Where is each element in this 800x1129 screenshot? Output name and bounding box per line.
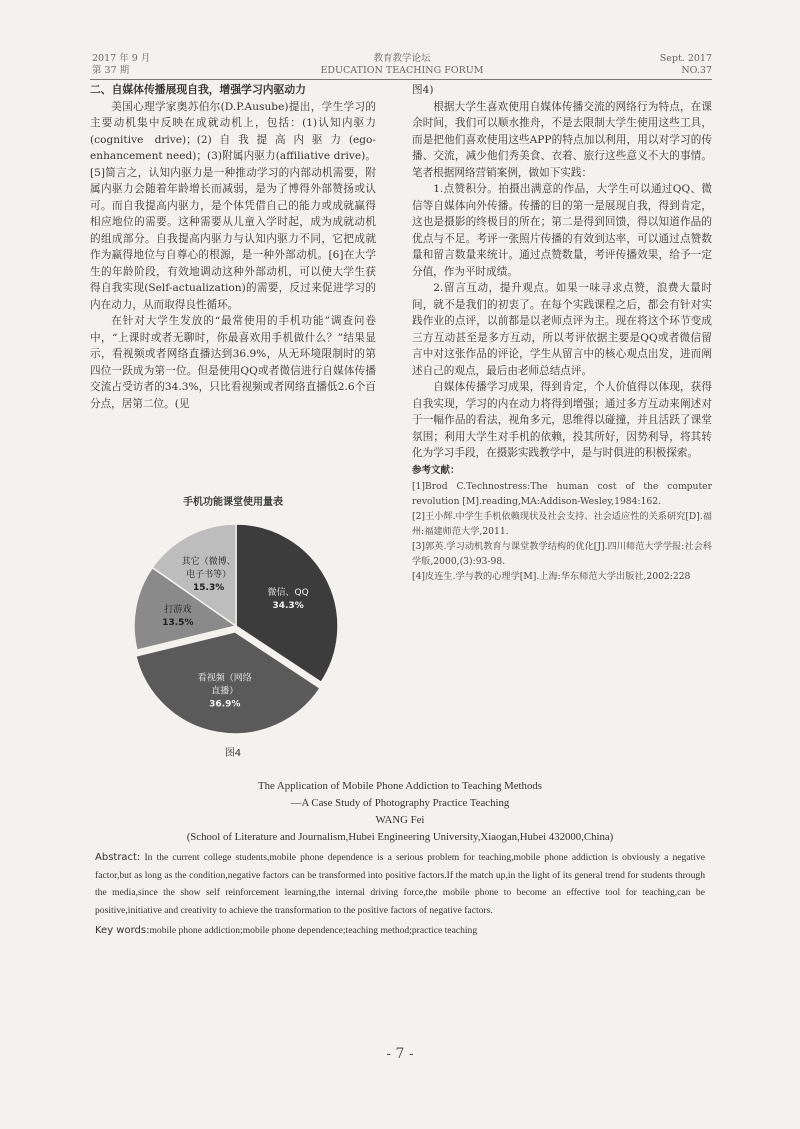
chart-title: 手机功能课堂使用量表 (183, 497, 283, 508)
abstract (95, 849, 705, 919)
paragraph-continuation: 图4) (412, 84, 434, 96)
slice-percent-label: 34.3% (272, 600, 304, 611)
figure-label: 图4 (224, 748, 242, 759)
slice-category-label: 微信、QQ (267, 587, 309, 598)
paragraph: 1.点赞积分。拍摄出满意的作品，大学生可以通过QQ、微信等自媒体向外传播。传播的目的第一是展现自我，得到肯定，这也是摄影的终极目的所在；第二是得到回馈，得以知道作品的优点与不足。考评一张照片传播的有效到达率，可以通过点赞数量和留言数量来统计。通过点赞数量，考评传播效果，给予一定分值，作为平时成绩。 (412, 183, 712, 278)
abstract-text: In the current college students,mobile phone dependence is a serious problem for teaching,mobile phone addiction is obviously a negative factor,but as long as the condition,negative factors can be transformed into positive factors.If the match up,in the light of its general trend for students through the media,since the show self reinforcement learning,the internal driving force,the mobile phone to become an effective tool for teaching,can be positive,initiative and creativity to achieve the transformation to the positive factors of negative factors. (95, 852, 705, 916)
section-heading: 二、自媒体传播展现自我，增强学习内驱动力 (90, 83, 306, 96)
reference-item: [2]王小辉.中学生手机依赖现状及社会支持、社会适应性的关系研究[D].福州:福建师范大学,2011. (412, 511, 712, 537)
paragraph: 美国心理学家奥苏伯尔(D.P.Ausube)提出，学生学习的主要动机集中反映在成就动机上，包括：(1)认知内驱力(cognitive drive)；(2)自我提高内驱力(ego-enhancement need)；(3)附属内驱力(affiliative drive)。[5]简言之，认知内驱力是一种推动学习的内部动机需要，附属内驱力会随着年龄增长而减弱，是为了博得外部赞扬或认可。而自我提高内驱力，是个体凭借自己的能力或成就赢得相应地位的需要。这种需要从儿童入学时起，成为成就动机的组成部分。自我提高内驱力与认知内驱力不同，它把成就作为赢得地位与自尊心的根源，是一种外部动机。[6]在大学生的年龄阶段，有效地调动这种外部动机，可以使大学生获得自我实现(Self-actualization)的需要，反过来促进学习的内在动力，从而取得良性循环。 (90, 100, 376, 311)
slice-percent-label: 36.9% (209, 699, 241, 710)
slice-category-label: 其它（微博、 (181, 557, 236, 568)
slice-category-label: 打游戏 (164, 605, 192, 616)
english-abstract-block (95, 778, 705, 940)
paragraph: 根据大学生喜欢使用自媒体传播交流的网络行为特点，在课余时间，我们可以顺水推舟，不是去限制大学生使用这些工具，而是把他们喜欢使用这些APP的特点加以利用，用以对学习的传播、交流，减少他们秀美食、衣着、旅行这些意义不大的事情。笔者根据网络营销案例，做如下实践： (412, 100, 712, 179)
left-column (90, 82, 376, 412)
page-number: - 7 - (386, 1046, 414, 1062)
paragraph: 在针对大学生发放的“最常使用的手机功能”调查问卷中，“上课时或者无聊时，你最喜欢用手机做什么？”结果显示，看视频或者网络直播达到36.9%，从无环境限制时的第四位一跃成为第一位。但是使用QQ或者微信进行自媒体传播交流占受访者的34.3%，只比看视频或者网络直播低2.6个百分点，居第二位。(见 (90, 315, 376, 410)
pie-chart (118, 508, 358, 748)
keywords-text: mobile phone addiction;mobile phone dependence;teaching method;practice teaching (149, 925, 478, 936)
slice-category-label: 看视频（网络 (197, 673, 252, 684)
author-name: WANG Fei (375, 814, 425, 826)
slice-percent-label: 13.5% (162, 618, 194, 629)
english-title: The Application of Mobile Phone Addiction to Teaching Methods (258, 780, 542, 792)
issue-date: 2017 年 9 月 第 37 期 (92, 53, 151, 76)
keywords (95, 922, 705, 940)
header-rule (90, 79, 712, 80)
right-column (412, 82, 712, 584)
keywords-label: Key words: (95, 925, 150, 936)
reference-item: [3]郭英.学习动机教育与课堂教学结构的优化[J].四川师范大学学报:社会科学版,2000,(3):93-98. (412, 541, 712, 567)
abstract-label: Abstract: (95, 852, 141, 863)
paragraph: 自媒体传播学习成果，得到肯定，个人价值得以体现，获得自我实现，学习的内在动力将得到增强；通过多方互动来阐述对于一幅作品的看法，视角多元，思维得以碰撞，并且活跃了课堂氛围；利用大学生对手机的依赖，投其所好，因势利导，将其转化为学习手段，在摄影实践教学中，是与时俱进的积极探索。 (412, 381, 712, 459)
journal-name: 教育教学论坛 EDUCATION TEACHING FORUM (320, 53, 484, 76)
reference-item: [1]Brod C.Technostress:The human cost of the computer revolution [M].reading,MA:Addison-Wesley,1984:162. (412, 481, 712, 507)
slice-category-label: 电子书等） (186, 570, 232, 581)
english-subtitle: —A Case Study of Photography Practice Teaching (290, 797, 510, 809)
reference-item: [4]皮连生.学与教的心理学[M].上海:华东师范大学出版社,2002:228 (412, 571, 691, 582)
slice-percent-label: 15.3% (193, 583, 225, 594)
issue-number: Sept. 2017 NO.37 (659, 53, 712, 76)
author-affiliation: (School of Literature and Journalism,Hubei Engineering University,Xiaogan,Hubei 432000,China) (186, 831, 614, 843)
references-heading: 参考文献： (412, 464, 460, 476)
paragraph: 2.留言互动，提升观点。如果一味寻求点赞，浪费大量时间，就不是我们的初衷了。在每个实践课程之后，都会有针对实践作业的点评，以前都是以老师点评为主。现在将这个环节变成三方互动甚至是多方互动，所以考评依据主要是QQ或者微信留言中对这张作品的评论，学生从留言中的核心观点出发，进而阐述自己的观点，最后由老师总结点评。 (412, 282, 712, 377)
slice-category-label: 直播） (211, 686, 239, 697)
